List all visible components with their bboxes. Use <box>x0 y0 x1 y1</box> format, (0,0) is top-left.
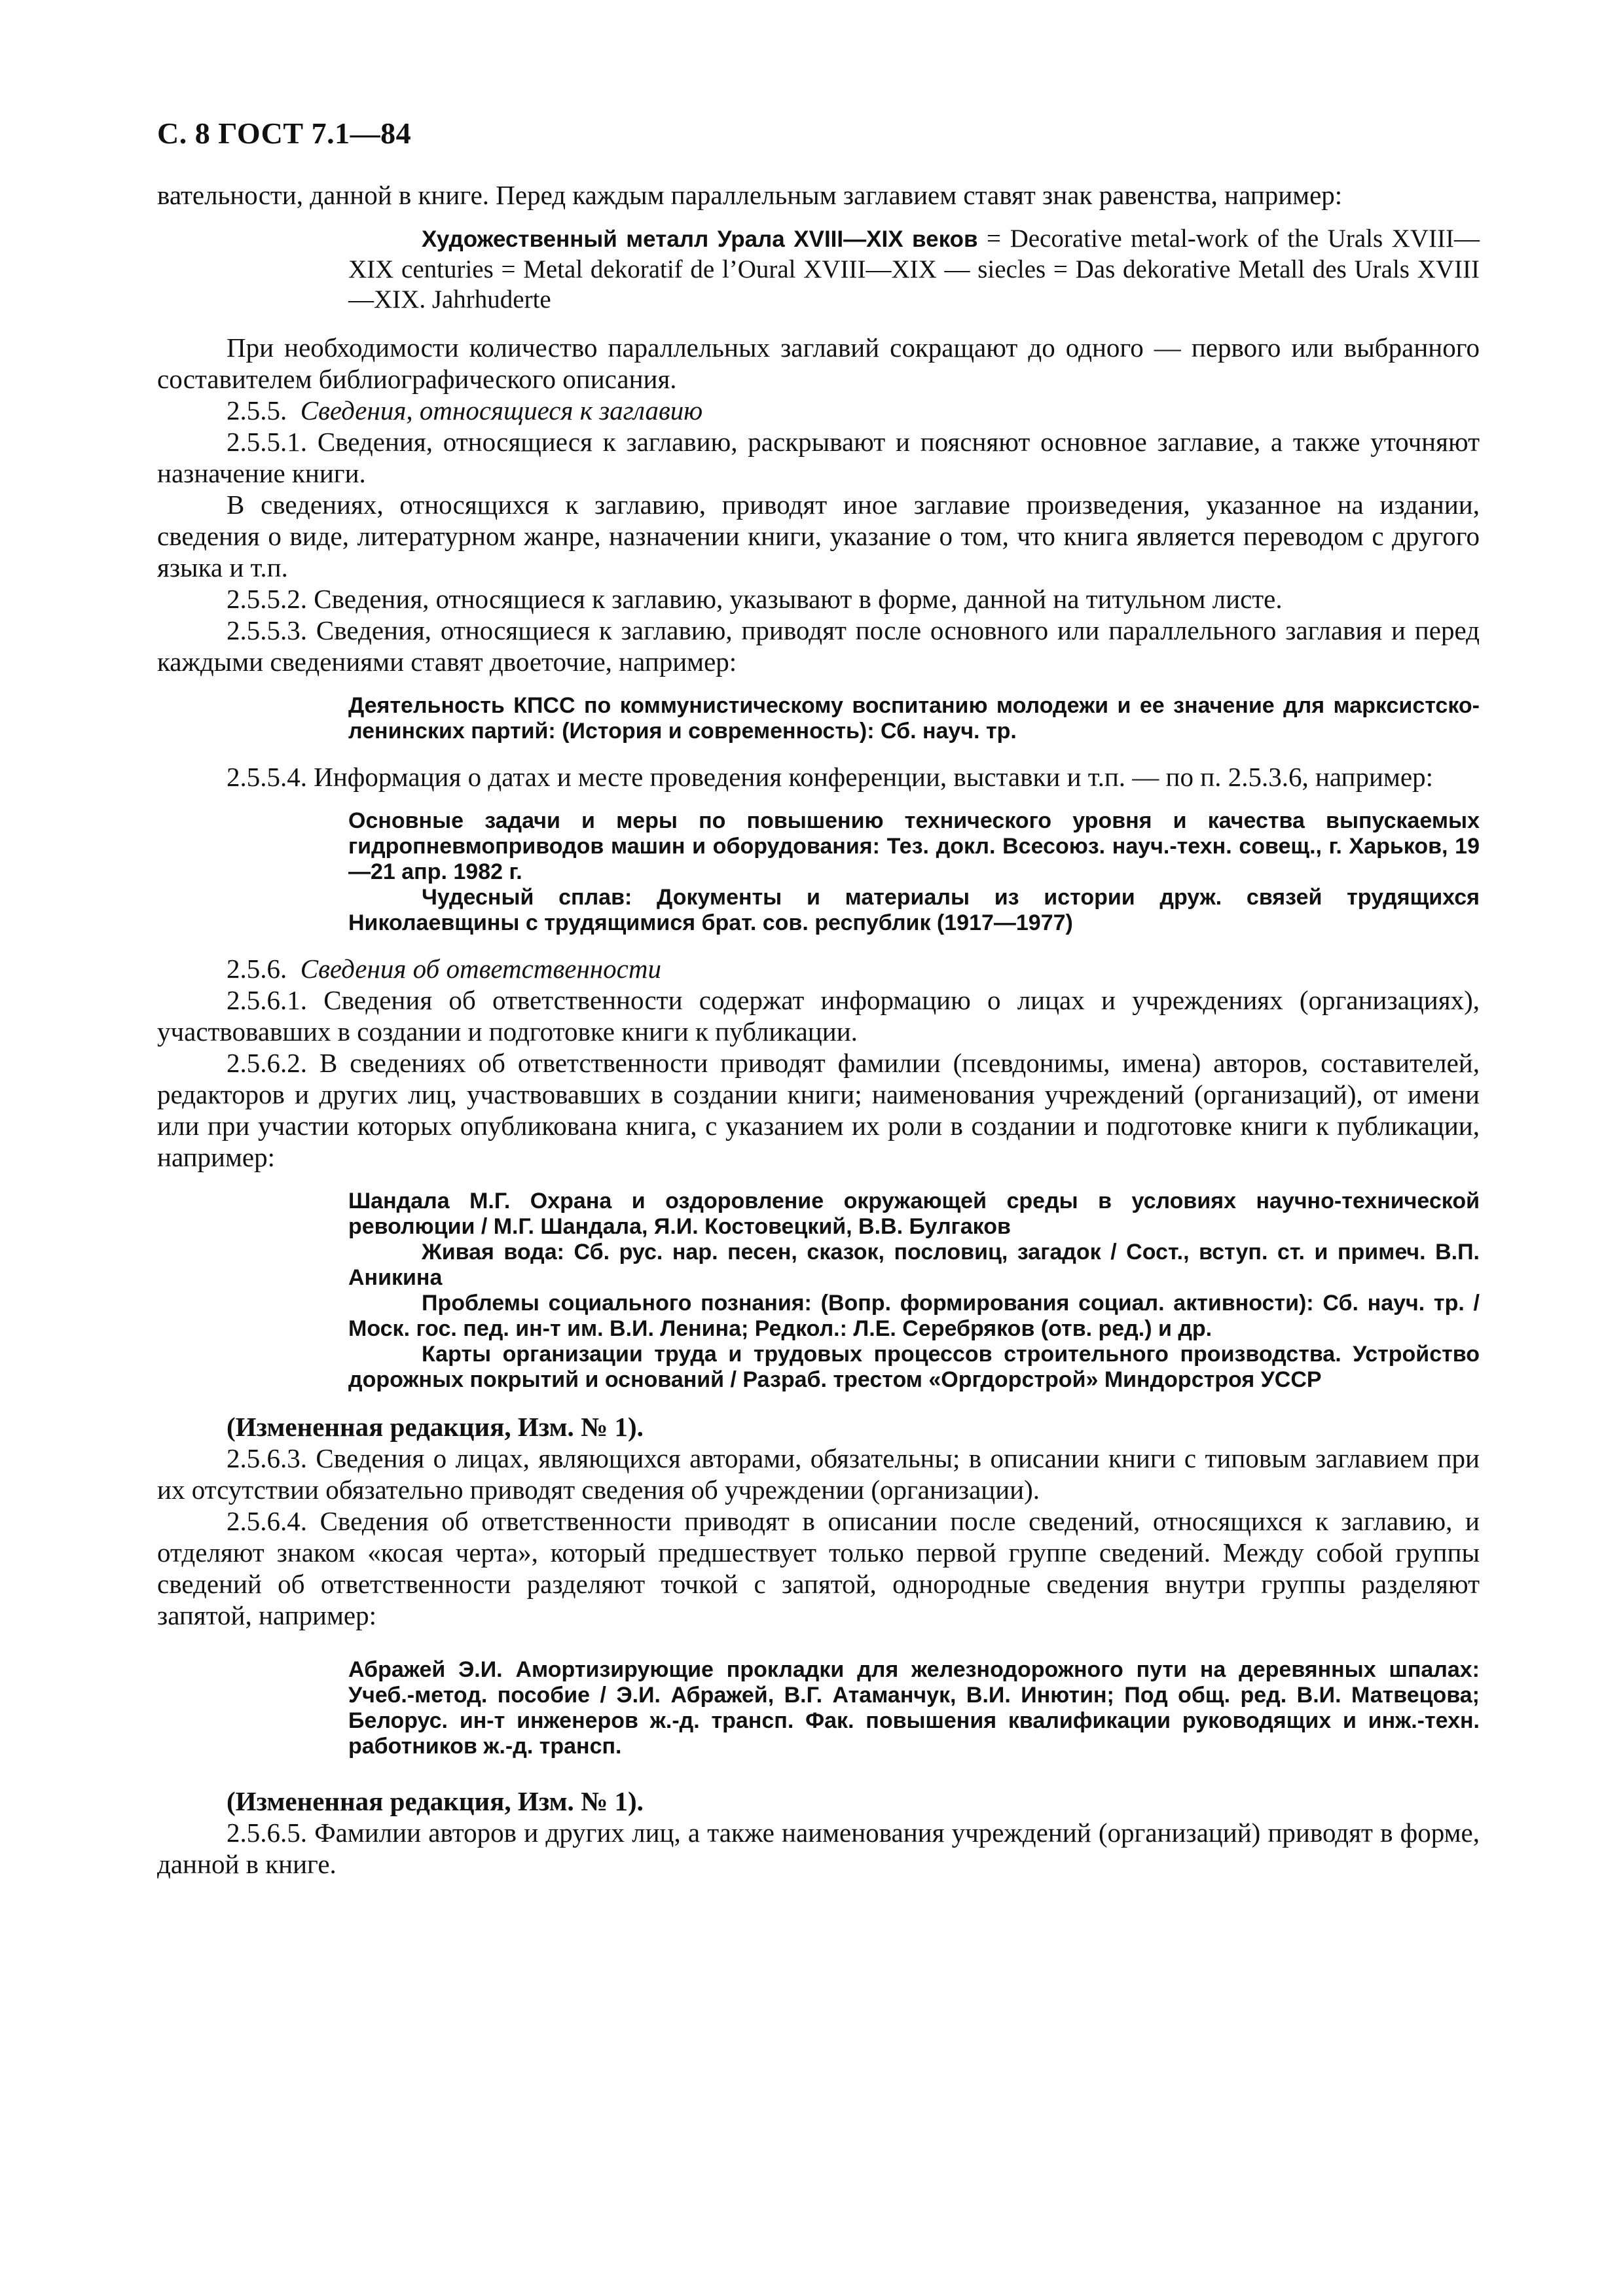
paragraph-parallel: При необходимости количество параллельных заглавий сокращают до одного — первого или выбранного составителем библиографического описания. <box>157 332 1480 394</box>
paragraph-2-5-5-4: 2.5.5.4. Информация о датах и месте проведения конференции, выставки и т.п. — по п. 2.5.3.6, например: <box>227 762 1433 792</box>
example-entry: Чудесный сплав: Документы и материалы из истории друж. связей трудящихся Николаевщины с трудящимися брат. сов. республик (1917—1977) <box>348 885 1480 935</box>
example-entry: Живая вода: Сб. рус. нар. песен, сказок, пословиц, загадок / Сост., вступ. ст. и примеч. В.П. Аникина <box>348 1240 1480 1290</box>
paragraph-2-5-5-3: 2.5.5.3. Сведения, относящиеся к заглавию, приводят после основного или параллельного заглавия и перед каждыми сведениями ставят двоеточие, например: <box>157 615 1480 677</box>
example-title-rest: = Decorative metal-work of the Urals XVIII—XIX centuries = Metal dekoratif de l’Oural XVIII—XIX — siecles = Das dekorative Metall des Urals XVIII—XIX. Jahrhuderte <box>348 224 1480 314</box>
paragraph-2-5-5-1-b: В сведениях, относящихся к заглавию, приводят иное заглавие произведения, указанное на издании, сведения о виде, литературном жанре, назначении книги, указание о том, что книга является переводом с другого языка и т.п. <box>157 490 1480 583</box>
section-title: Сведения об ответственности <box>300 954 661 984</box>
example-entry: Карты организации труда и трудовых процессов строительного производства. Устройство дорожных покрытий и оснований / Разраб. трестом «Оргдорстрой» Миндорстроя УССР <box>348 1342 1480 1392</box>
document-page <box>157 118 1480 1880</box>
page-header: С. 8 ГОСТ 7.1—84 <box>157 117 412 150</box>
paragraph-2-5-6-5: 2.5.6.5. Фамилии авторов и других лиц, а также наименования учреждений (организаций) приводят в форме, данной в книге. <box>157 1818 1480 1879</box>
paragraph-2-5-6-2: 2.5.6.2. В сведениях об ответственности приводят фамилии (псевдонимы, имена) авторов, составителей, редакторов и других лиц, участвовавших в создании книги; наименования учреждений (организаций), от имени или при участии которых опубликована книга, с указанием их роли в создании и подготовке книги к публикации, например: <box>157 1048 1480 1172</box>
example-title-bold: Художественный металл Урала XVIII—XIX веков <box>422 226 978 252</box>
example-entry: Основные задачи и меры по повышению технического уровня и качества выпускаемых гидропневмоприводов машин и оборудования: Тез. докл. Всесоюз. науч.-техн. совещ., г. Харьков, 19—21 апр. 1982 г. <box>348 808 1480 884</box>
amendment-note: (Измененная редакция, Изм. № 1). <box>227 1786 644 1816</box>
example-block-3 <box>157 808 1480 936</box>
example-parallel-titles <box>157 224 1480 315</box>
example-block-2 <box>157 693 1480 744</box>
paragraph-2-5-5-2: 2.5.5.2. Сведения, относящиеся к заглавию, указывают в форме, данной на титульном листе. <box>227 584 1283 614</box>
paragraph-2-5-6-1: 2.5.6.1. Сведения об ответственности содержат информацию о лицах и учреждениях (организациях), участвовавших в создании и подготовке книги к публикации. <box>157 985 1480 1047</box>
section-number: 2.5.5. <box>227 395 287 425</box>
section-title: Сведения, относящиеся к заглавию <box>300 395 703 425</box>
example-entry: Абражей Э.И. Амортизирующие прокладки для железнодорожного пути на деревянных шпалах: Учеб.-метод. пособие / Э.И. Абражей, В.Г. Атаманчук, В.И. Инютин; Под общ. ред. В.И. Матвецова; Белорус. ин-т инженеров ж.-д. трансп. Фак. повышения квалификации руководящих и инж.-техн. работников ж.-д. трансп. <box>348 1657 1480 1759</box>
amendment-note: (Измененная редакция, Изм. № 1). <box>227 1412 644 1442</box>
section-heading-2-5-5 <box>157 395 1480 426</box>
example-block-5 <box>157 1657 1480 1759</box>
example-entry <box>157 224 1480 315</box>
section-number: 2.5.6. <box>227 954 287 984</box>
section-heading-2-5-6 <box>157 953 1480 984</box>
example-entry: Проблемы социального познания: (Вопр. формирования социал. активности): Сб. науч. тр. / Моск. гос. пед. ин-т им. В.И. Ленина; Редкол.: Л.Е. Серебряков (отв. ред.) и др. <box>348 1291 1480 1341</box>
paragraph-2-5-6-4: 2.5.6.4. Сведения об ответственности приводят в описании после сведений, относящихся к заглавию, и отделяют знаком «косая черта», который предшествует только первой группе сведений. Между собой группы сведений об ответственности разделяют точкой с запятой, однородные сведения внутри группы разделяют запятой, например: <box>157 1506 1480 1630</box>
example-entry: Шандала М.Г. Охрана и оздоровление окружающей среды в условиях научно-технической революции / М.Г. Шандала, Я.И. Костовецкий, В.В. Булгаков <box>348 1189 1480 1239</box>
example-entry: Деятельность КПСС по коммунистическому воспитанию молодежи и ее значение для марксистско-ленинских партий: (История и современность): Сб. науч. тр. <box>348 693 1480 744</box>
paragraph-2-5-6-3: 2.5.6.3. Сведения о лицах, являющихся авторами, обязательны; в описании книги с типовым заглавием при их отсутствии обязательно приводят сведения об учреждении (организации). <box>157 1443 1480 1505</box>
example-block-4 <box>157 1189 1480 1393</box>
paragraph-intro: вательности, данной в книге. Перед каждым параллельным заглавием ставят знак равенства, например: <box>157 180 1343 210</box>
paragraph-2-5-5-1: 2.5.5.1. Сведения, относящиеся к заглавию, раскрывают и поясняют основное заглавие, а также уточняют назначение книги. <box>157 427 1480 488</box>
